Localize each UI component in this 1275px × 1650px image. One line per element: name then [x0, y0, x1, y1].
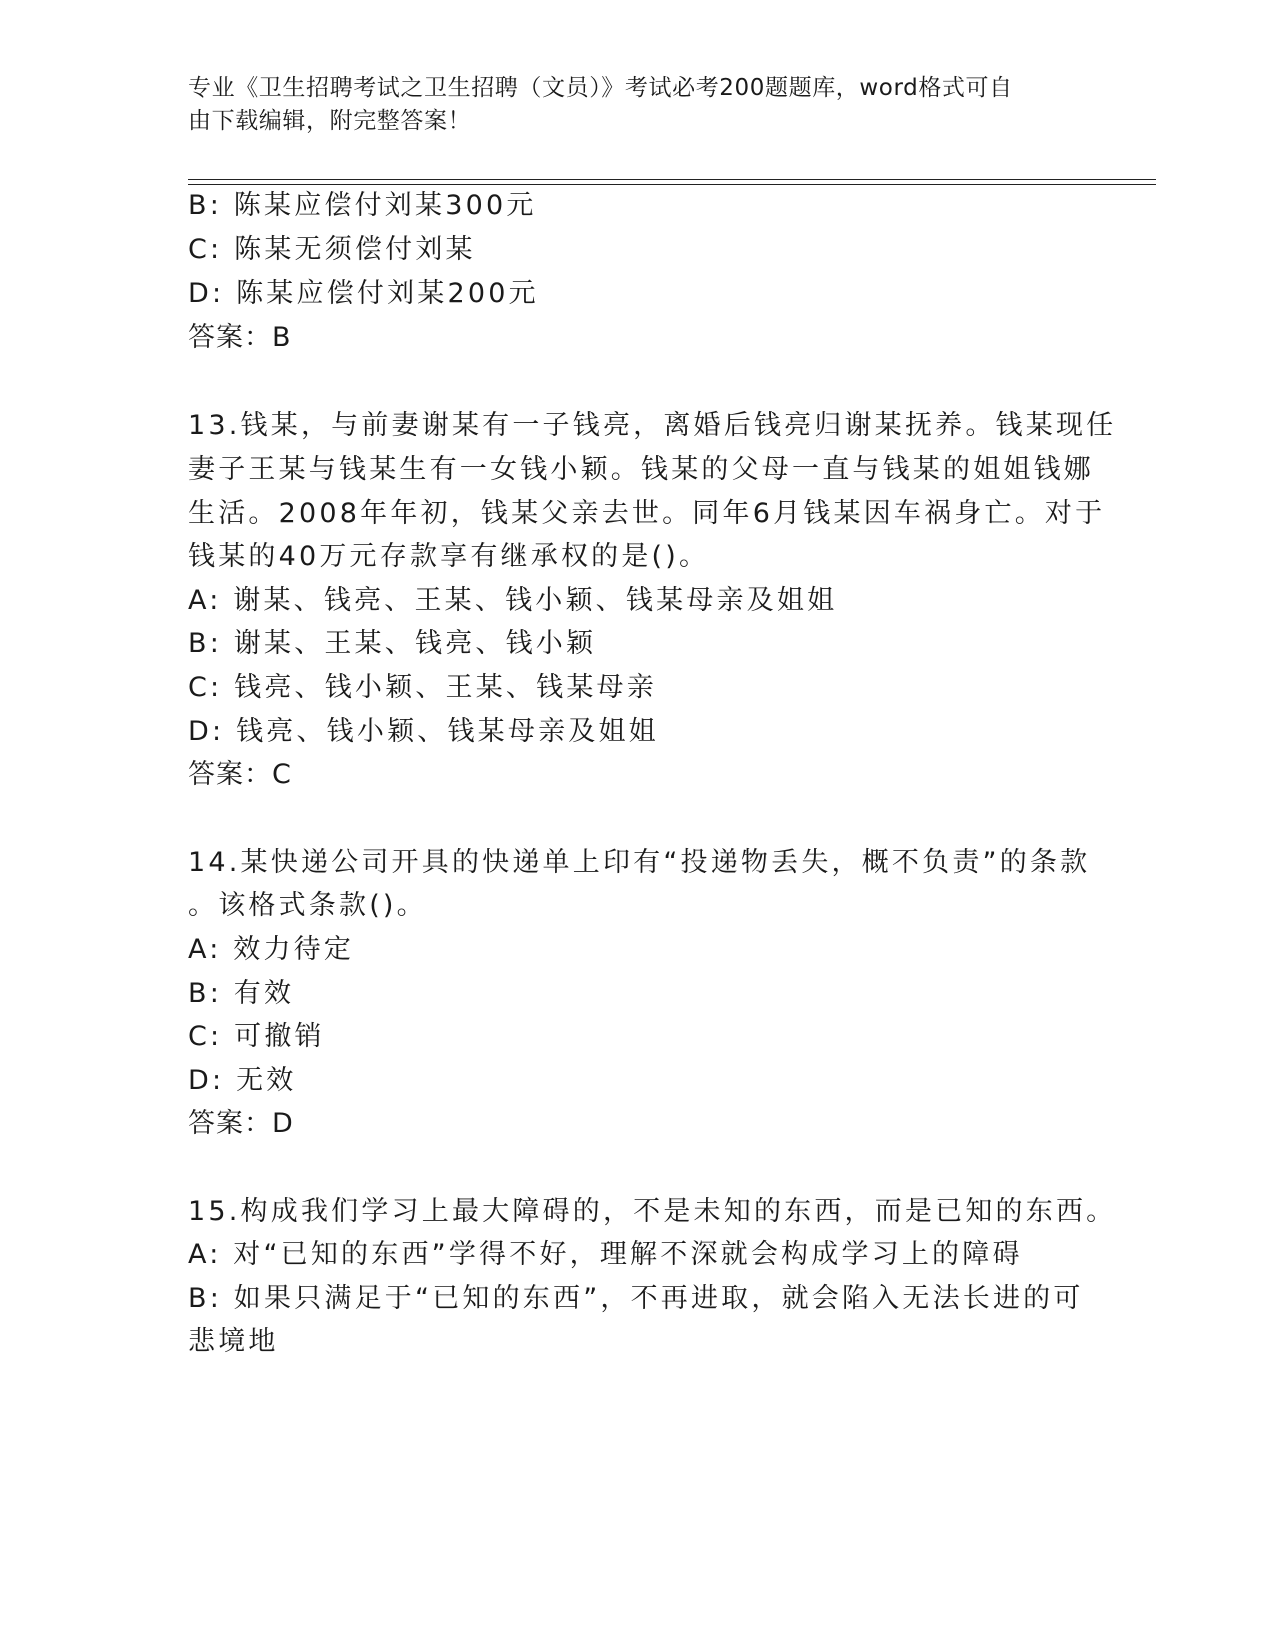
q12-option-b: B: 陈某应偿付刘某300元	[188, 190, 537, 221]
q13-option-c: C: 钱亮、钱小颖、王某、钱某母亲	[188, 672, 657, 703]
q14-stem-line-1: 14.某快递公司开具的快递单上印有“投递物丢失，概不负责”的条款	[188, 847, 1091, 878]
q13-stem-line-1: 13.钱某，与前妻谢某有一子钱亮，离婚后钱亮归谢某抚养。钱某现任	[188, 410, 1117, 441]
q15-option-b-line-1: B: 如果只满足于“已知的东西”，不再进取，就会陷入无法长进的可	[188, 1283, 1084, 1314]
q14-answer: 答案：D	[188, 1108, 294, 1139]
q14-option-c: C: 可撤销	[188, 1021, 325, 1052]
q14-option-a: A: 效力待定	[188, 934, 355, 965]
q15-stem-line-1: 15.构成我们学习上最大障碍的，不是未知的东西，而是已知的东西。	[188, 1196, 1117, 1227]
q13-stem-line-3: 生活。2008年年初，钱某父亲去世。同年6月钱某因车祸身亡。对于	[188, 498, 1106, 529]
q13-option-d: D: 钱亮、钱小颖、钱某母亲及姐姐	[188, 716, 659, 747]
q13-stem-line-2: 妻子王某与钱某生有一女钱小颖。钱某的父母一直与钱某的姐姐钱娜	[188, 454, 1094, 485]
q13-option-a: A: 谢某、钱亮、王某、钱小颖、钱某母亲及姐姐	[188, 585, 838, 616]
header-line-1: 专业《卫生招聘考试之卫生招聘（文员）》考试必考200题题库，word格式可自	[188, 75, 1013, 101]
q13-option-b: B: 谢某、王某、钱亮、钱小颖	[188, 628, 597, 659]
header-rule-top	[188, 179, 1156, 180]
header-rule-bottom	[188, 184, 1156, 185]
document-header	[188, 72, 1068, 138]
q12-option-d: D: 陈某应偿付刘某200元	[188, 278, 539, 309]
header-line-2: 由下载编辑，附完整答案！	[188, 108, 472, 134]
q14-stem-line-2: 。该格式条款()。	[188, 890, 427, 921]
q14-option-d: D: 无效	[188, 1065, 297, 1096]
q13-answer: 答案：C	[188, 759, 292, 790]
q12-option-c: C: 陈某无须偿付刘某	[188, 234, 476, 265]
q14-option-b: B: 有效	[188, 978, 295, 1009]
q13-stem-line-4: 钱某的40万元存款享有继承权的是()。	[188, 541, 710, 572]
q15-option-b-line-2: 悲境地	[188, 1326, 279, 1357]
q15-option-a: A: 对“已知的东西”学得不好，理解不深就会构成学习上的障碍	[188, 1239, 1023, 1270]
q12-answer: 答案：B	[188, 322, 292, 353]
